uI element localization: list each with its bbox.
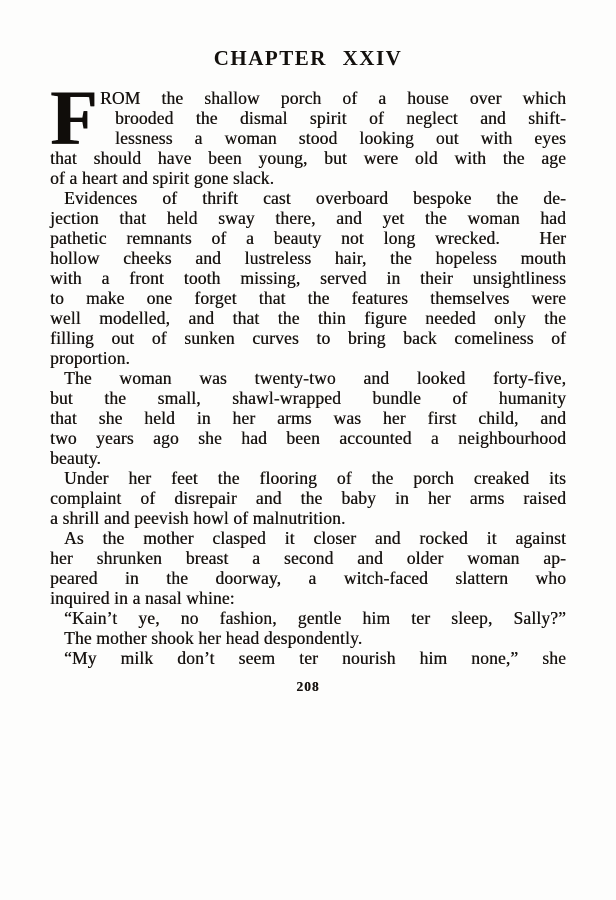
text-line: pathetic remnants of a beauty not long wrecked. Her — [50, 228, 566, 248]
text-line: her shrunken breast a second and older woman ap- — [50, 548, 566, 568]
text-line: The mother shook her head despondently. — [64, 628, 363, 648]
text-line: ROM the shallow porch of a house over which — [100, 88, 566, 108]
text-line: beauty. — [50, 448, 101, 468]
paragraph — [50, 188, 566, 368]
text-line: hollow cheeks and lustreless hair, the hopeless mouth — [50, 248, 566, 268]
drop-cap: F — [50, 74, 98, 161]
paragraph — [50, 368, 566, 468]
text-line: “My milk don’t seem ter nourish him none,” she — [64, 648, 566, 668]
text-line: The woman was twenty-two and looked forty-five, — [64, 368, 566, 388]
text-line: As the mother clasped it closer and rocked it against — [64, 528, 566, 548]
paragraph — [50, 628, 566, 648]
page-number: 208 — [296, 679, 320, 694]
text-line: peared in the doorway, a witch-faced slattern who — [50, 568, 566, 588]
text-line: jection that held sway there, and yet the woman had — [50, 208, 566, 228]
text-block — [50, 0, 566, 695]
text-line: Evidences of thrift cast overboard bespoke the de- — [64, 188, 566, 208]
text-line: with a front tooth missing, served in their unsightliness — [50, 268, 566, 288]
paragraph — [50, 528, 566, 608]
paragraph — [50, 468, 566, 528]
text-line: lessness a woman stood looking out with eyes — [115, 128, 566, 148]
text-line: but the small, shawl-wrapped bundle of humanity — [50, 388, 566, 408]
text-line: to make one forget that the features themselves were — [50, 288, 566, 308]
body-text — [50, 74, 566, 668]
text-line: filling out of sunken curves to bring back comeliness of — [50, 328, 566, 348]
text-line: proportion. — [50, 348, 130, 368]
text-line: that she held in her arms was her first child, and — [50, 408, 566, 428]
chapter-heading: CHAPTER XXIV — [213, 46, 403, 70]
text-line: brooded the dismal spirit of neglect and shift- — [115, 108, 566, 128]
text-line: “Kain’t ye, no fashion, gentle him ter sleep, Sally?” — [64, 608, 566, 628]
text-line: two years ago she had been accounted a neighbourhood — [50, 428, 566, 448]
paragraph — [50, 648, 566, 668]
text-line: inquired in a nasal whine: — [50, 588, 235, 608]
text-line: a shrill and peevish howl of malnutrition. — [50, 508, 346, 528]
text-line: complaint of disrepair and the baby in her arms raised — [50, 488, 566, 508]
text-line: well modelled, and that the thin figure needed only the — [50, 308, 566, 328]
paragraph — [50, 74, 566, 188]
text-line: that should have been young, but were old with the age — [50, 148, 566, 168]
text-line: Under her feet the flooring of the porch creaked its — [64, 468, 566, 488]
paragraph — [50, 608, 566, 628]
text-line: of a heart and spirit gone slack. — [50, 168, 275, 188]
